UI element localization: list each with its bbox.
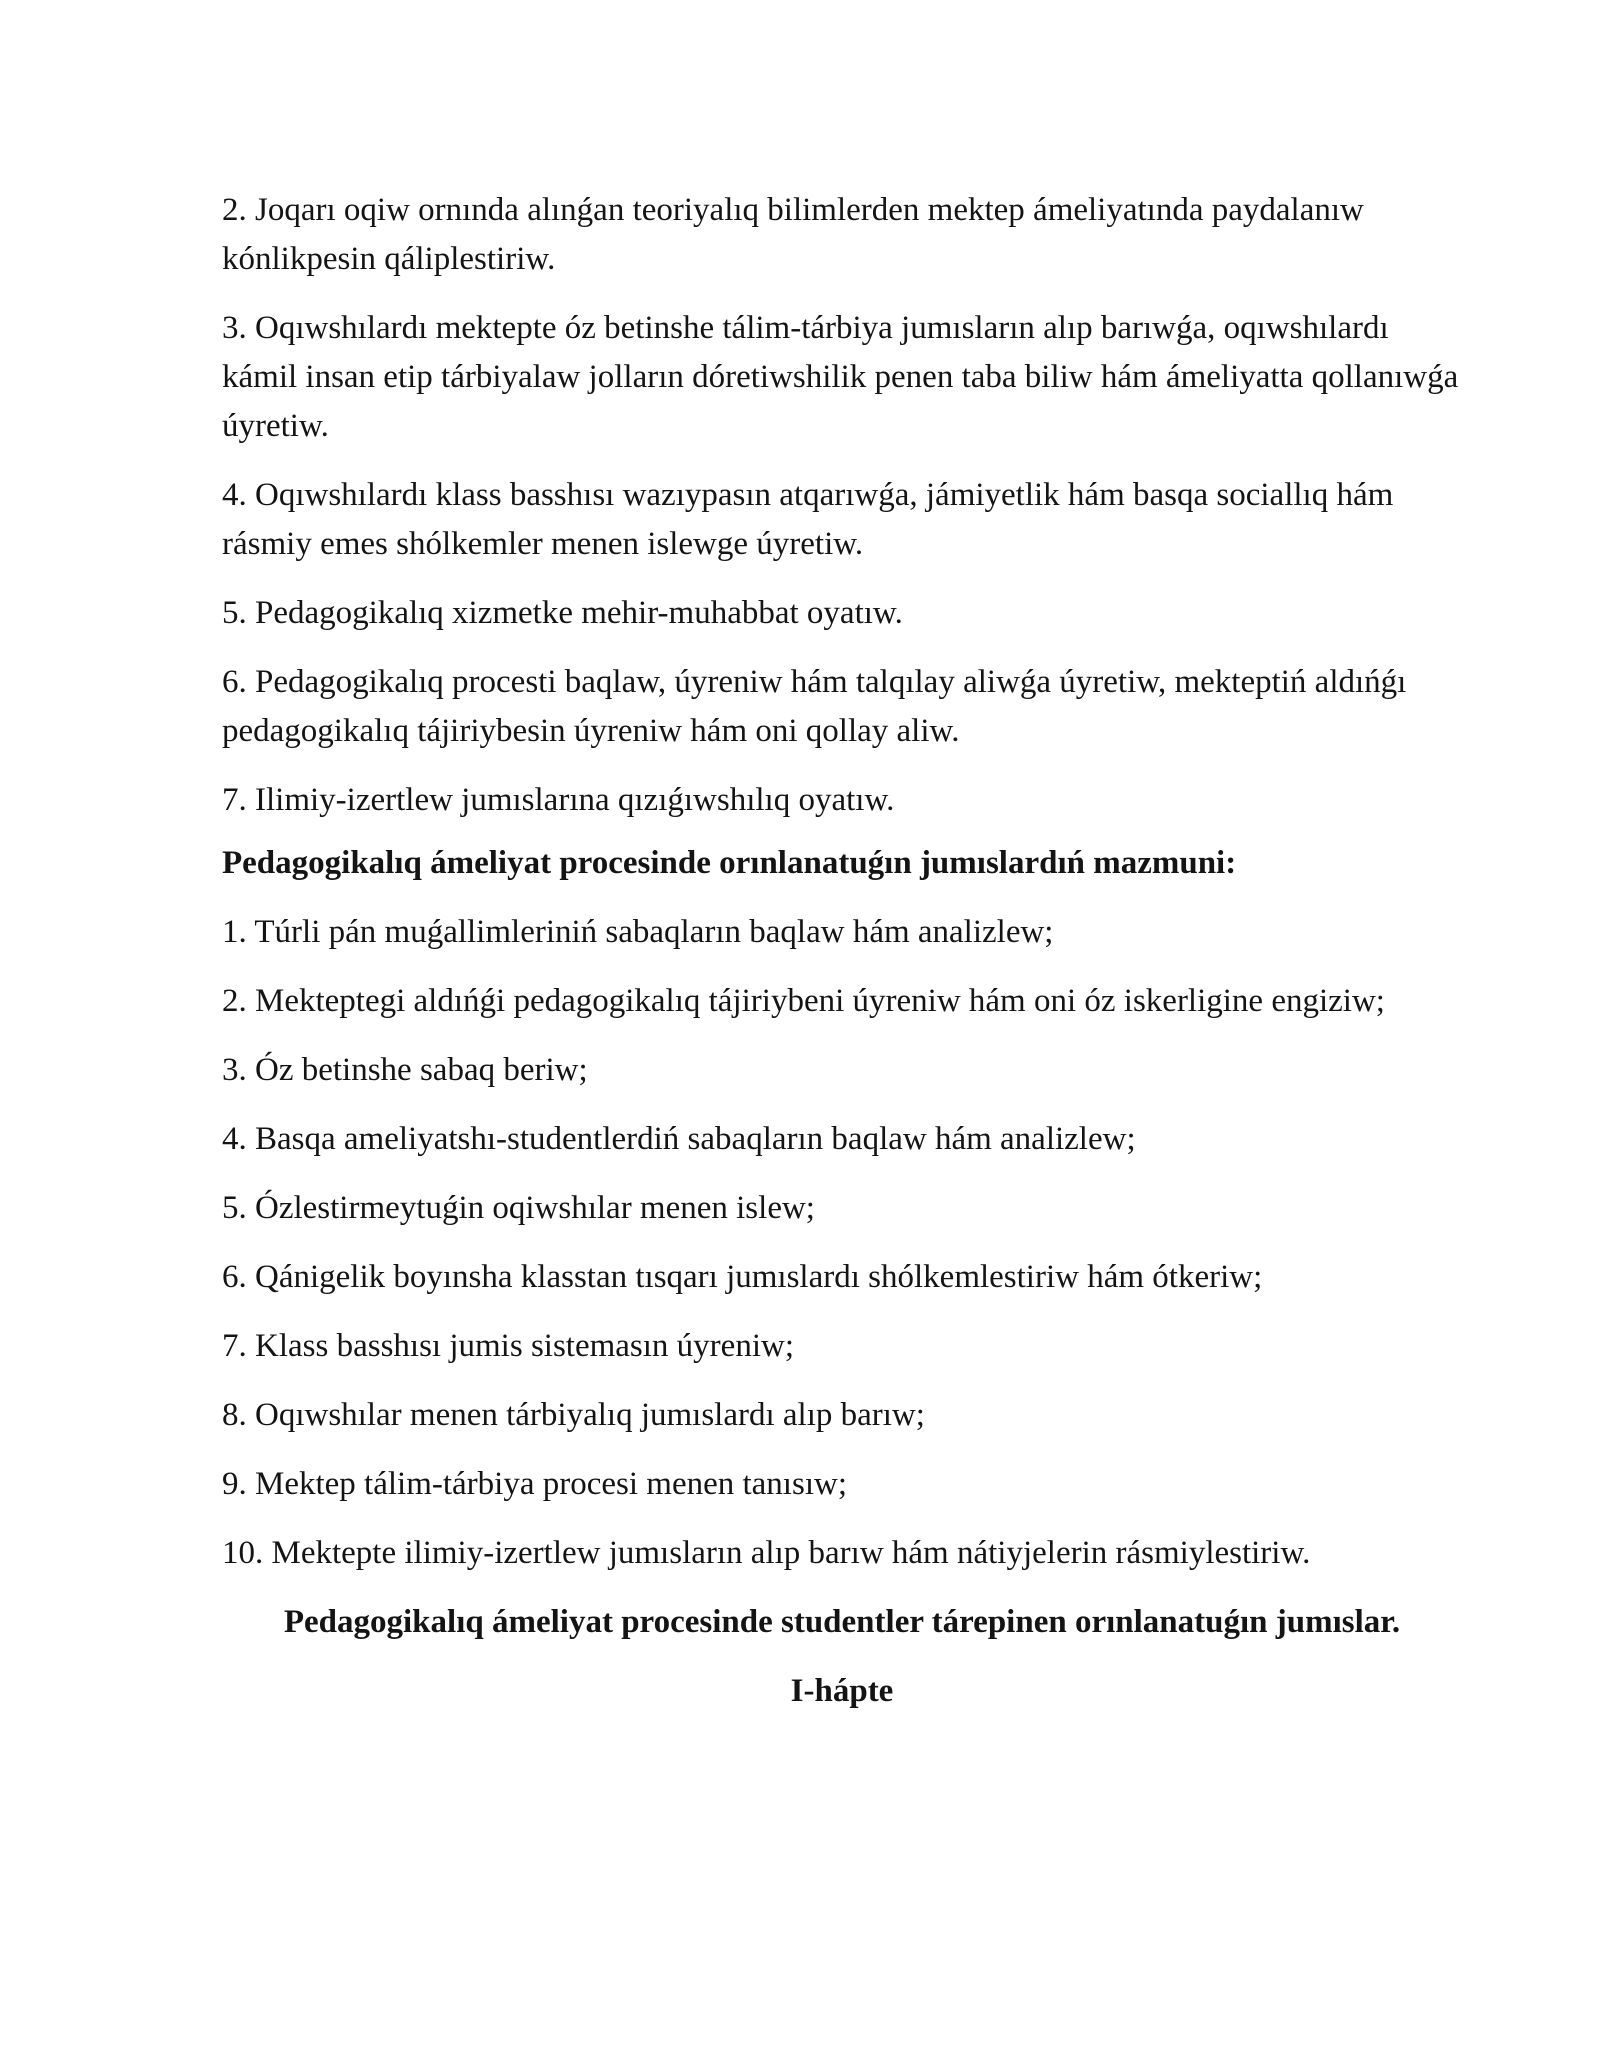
content-item-1: 1. Túrli pán muǵallimleriniń sabaqların baqlaw hám analizlew; [222,914,1054,950]
content-item-3: 3. Óz betinshe sabaq beriw; [222,1052,588,1088]
content-item-10: 10. Mektepte ilimiy-izertlew jumısların alıp barıw hám nátiyjelerin rásmiylestiriw. [222,1535,1311,1571]
intro-item-3: 3. Oqıwshılardı mektepte óz betinshe tálim-tárbiya jumısların alıp barıwǵa, oqıwshılardı kámil insan etip tárbiyalaw jolların dóretiwshilik penen taba biliw hám ámeliyatta qollanıwǵa úyretiw. [222,310,1459,444]
intro-item-5: 5. Pedagogikalıq xizmetke mehir-muhabbat oyatıw. [222,595,903,631]
document-page [222,186,1462,1716]
week-heading: I-hápte [790,1673,894,1709]
content-item-6: 6. Qánigelik boyınsha klasstan tısqarı jumıslardı shólkemlestiriw hám ótkeriw; [222,1259,1263,1295]
content-item-5: 5. Ózlestirmeytuǵin oqiwshılar menen islew; [222,1190,815,1226]
intro-item-2: 2. Joqarı oqiw ornında alınǵan teoriyalıq bilimlerden mektep ámeliyatında paydalanıw kónlikpesin qáliplestiriw. [222,192,1364,277]
intro-item-6: 6. Pedagogikalıq procesti baqlaw, úyreniw hám talqılay aliwǵa úyretiw, mekteptiń aldıńǵı pedagogikalıq tájiriybesin úyreniw hám oni qollay aliw. [222,664,1407,749]
intro-item-4: 4. Oqıwshılardı klass basshısı wazıypasın atqarıwǵa, jámiyetlik hám basqa sociallıq hám rásmiy emes shólkemler menen islewge úyretiw. [222,477,1394,562]
content-item-2: 2. Mekteptegi aldıńǵi pedagogikalıq tájiriybeni úyreniw hám oni óz iskerligine engiziw; [222,983,1385,1019]
content-heading: Pedagogikalıq ámeliyat procesinde orınlanatuǵın jumıslardıń mazmuni: [222,845,1237,881]
content-item-7: 7. Klass basshısı jumis sistemasın úyreniw; [222,1328,794,1364]
content-item-8: 8. Oqıwshılar menen tárbiyalıq jumıslardı alıp barıw; [222,1397,925,1433]
student-tasks-heading: Pedagogikalıq ámeliyat procesinde studentler tárepinen orınlanatuǵın jumıslar. [283,1604,1401,1640]
content-item-4: 4. Basqa ameliyatshı-studentlerdiń sabaqların baqlaw hám analizlew; [222,1121,1136,1157]
intro-item-7: 7. Ilimiy-izertlew jumıslarına qızıǵıwshılıq oyatıw. [222,782,895,818]
content-item-9: 9. Mektep tálim-tárbiya procesi menen tanısıw; [222,1466,847,1502]
